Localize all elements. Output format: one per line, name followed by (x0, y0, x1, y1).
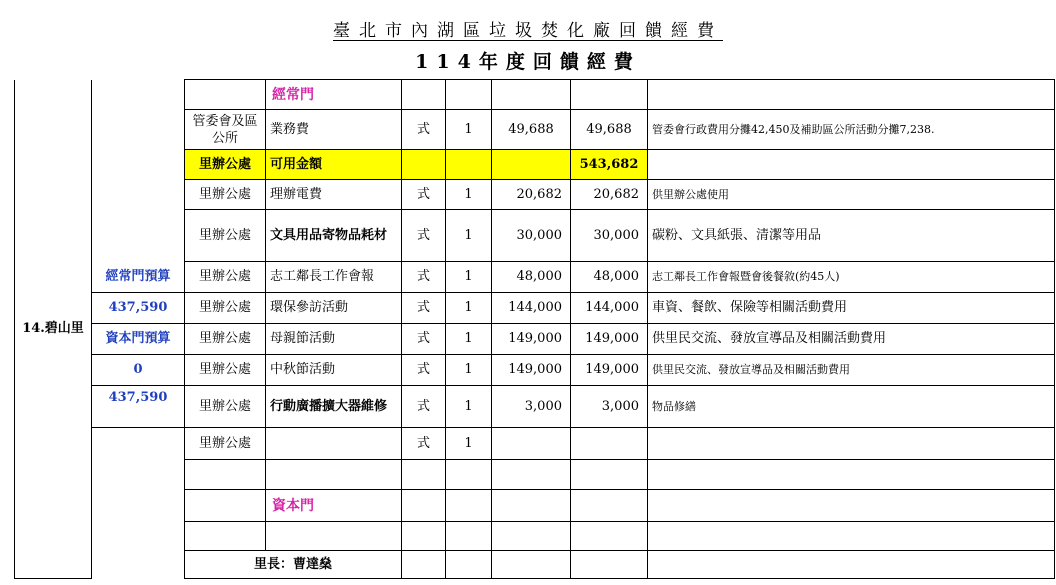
uom-cell: 式 (402, 324, 446, 355)
unit-cell: 里辦公處 (185, 262, 266, 293)
table-row (15, 293, 1055, 324)
amount-cell: 48,000 (571, 262, 648, 293)
table-row (15, 262, 1055, 293)
amount-cell: 3,000 (571, 386, 648, 428)
note-cell: 志工鄰長工作會報暨會後餐敘(約45人) (648, 262, 1055, 293)
table-row (15, 386, 1055, 428)
item-cell (266, 428, 402, 460)
price-cell: 149,000 (492, 324, 571, 355)
item-cell: 志工鄰長工作會報 (266, 262, 402, 293)
table-row (15, 428, 1055, 460)
budget-spacer-lower (92, 428, 185, 579)
qty-cell: 1 (446, 386, 492, 428)
note-cell: 碳粉、文具紙張、清潔等用品 (648, 210, 1055, 262)
table-row (15, 355, 1055, 386)
note-cell: 管委會行政費用分攤42,450及補助區公所活動分攤7,238. (648, 110, 1055, 150)
document-title: 臺北市內湖區垃圾焚化廠回饋經費 (333, 21, 723, 41)
item-cell: 可用金額 (266, 150, 402, 180)
uom-cell: 式 (402, 428, 446, 460)
price-cell: 3,000 (492, 386, 571, 428)
item-cell: 中秋節活動 (266, 355, 402, 386)
uom-cell: 式 (402, 293, 446, 324)
uom-cell: 式 (402, 180, 446, 210)
capital-budget-value: 0 (92, 355, 185, 386)
unit-cell: 里辦公處 (185, 355, 266, 386)
regular-budget-label: 經常門預算 (92, 262, 185, 293)
price-cell: 144,000 (492, 293, 571, 324)
item-cell: 母親節活動 (266, 324, 402, 355)
note-cell: 供里民交流、發放宣導品及相關活動費用 (648, 324, 1055, 355)
amount-cell: 149,000 (571, 324, 648, 355)
item-cell: 業務費 (266, 110, 402, 150)
amount-cell: 30,000 (571, 210, 648, 262)
amount-cell: 144,000 (571, 293, 648, 324)
price-cell: 48,000 (492, 262, 571, 293)
unit-cell: 里辦公處 (185, 293, 266, 324)
uom-cell: 式 (402, 210, 446, 262)
price-cell: 149,000 (492, 355, 571, 386)
qty-cell: 1 (446, 355, 492, 386)
document-subtitle: 114年度回饋經費 (415, 51, 641, 73)
qty-cell: 1 (446, 324, 492, 355)
unit-cell: 里辦公處 (185, 180, 266, 210)
unit-cell: 里辦公處 (185, 386, 266, 428)
village-chief: 里長：曹達燊 (185, 551, 402, 579)
total-budget-value: 437,590 (92, 386, 185, 428)
unit-cell: 里辦公處 (185, 210, 266, 262)
price-cell: 30,000 (492, 210, 571, 262)
unit-cell: 里辦公處 (185, 150, 266, 180)
price-cell: 49,688 (492, 110, 571, 150)
unit-cell: 里辦公處 (185, 324, 266, 355)
qty-cell: 1 (446, 210, 492, 262)
uom-cell: 式 (402, 262, 446, 293)
capital-budget-label: 資本門預算 (92, 324, 185, 355)
qty-cell: 1 (446, 428, 492, 460)
qty-cell: 1 (446, 180, 492, 210)
unit-cell: 里辦公處 (185, 428, 266, 460)
amount-cell: 20,682 (571, 180, 648, 210)
note-cell: 供里民交流、發放宣導品及相關活動費用 (648, 355, 1055, 386)
item-cell: 文具用品寄物品耗材 (266, 210, 402, 262)
qty-cell: 1 (446, 110, 492, 150)
uom-cell: 式 (402, 386, 446, 428)
item-cell: 行動廣播擴大器維修 (266, 386, 402, 428)
note-cell: 車資、餐飲、保險等相關活動費用 (648, 293, 1055, 324)
section-regular: 經常門 (266, 80, 402, 110)
note-cell: 物品修繕 (648, 386, 1055, 428)
amount-cell: 49,688 (571, 110, 648, 150)
item-cell: 理辦電費 (266, 180, 402, 210)
budget-table (14, 79, 1055, 579)
item-cell: 環保參訪活動 (266, 293, 402, 324)
amount-cell: 543,682 (571, 150, 648, 180)
village-name-cell: 14.碧山里 (15, 80, 92, 579)
uom-cell: 式 (402, 355, 446, 386)
qty-cell: 1 (446, 293, 492, 324)
note-cell: 供里辦公處使用 (648, 180, 1055, 210)
uom-cell: 式 (402, 110, 446, 150)
unit-cell: 管委會及區公所 (185, 110, 266, 150)
section-capital: 資本門 (266, 490, 402, 522)
amount-cell: 149,000 (571, 355, 648, 386)
regular-budget-value: 437,590 (92, 293, 185, 324)
unit-cell (185, 80, 266, 110)
budget-spacer (92, 80, 185, 262)
table-row (15, 324, 1055, 355)
qty-cell: 1 (446, 262, 492, 293)
price-cell: 20,682 (492, 180, 571, 210)
